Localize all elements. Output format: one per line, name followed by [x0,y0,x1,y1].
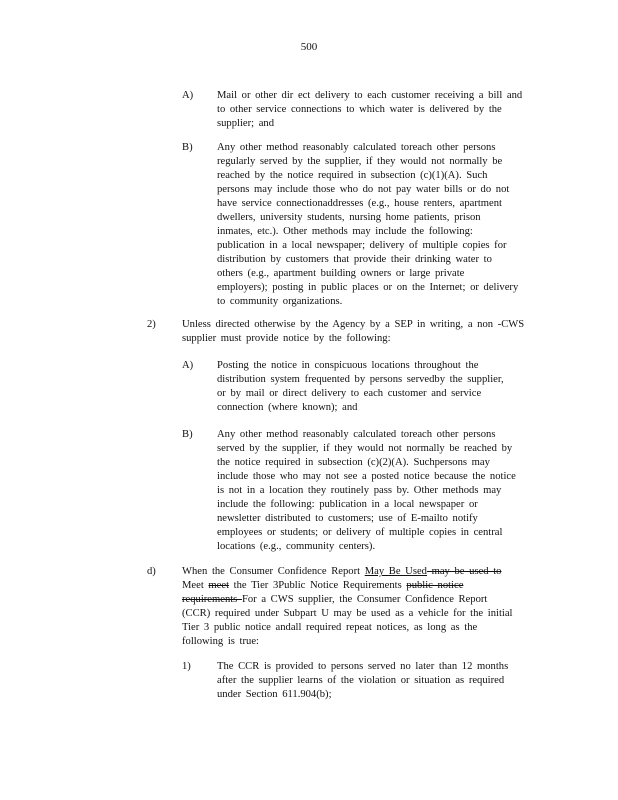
text-run: When the Consumer Confidence Report [182,566,365,577]
item-c1b-text [217,141,518,309]
item-c1a-text [217,89,522,131]
text-line [182,593,512,607]
inserted-text: May Be Used [364,566,427,577]
item-d1-label: 1) [182,661,191,672]
item-c2-text [182,318,524,346]
item-c2a-text [217,359,504,415]
item-d-text [182,565,512,649]
text-line: to other service connections to which water is delivered by the [217,104,502,115]
item-c1a-label: A) [182,90,194,101]
text-line: after the supplier learns of the violation or situation as required [217,675,505,686]
text-line: The CCR is provided to persons served no later than 12 months [217,661,509,672]
text-line [182,579,512,593]
text-line: inmates, etc.). Other methods may include the following: [217,226,473,237]
text-line: reached by the notice required in subsection (c)(1)(A). Such [217,170,488,181]
text-line [182,565,512,579]
text-run: For a CWS supplier, the Consumer Confidence Report [241,594,488,605]
text-line: include the following: publication in a local newspaper or [217,499,478,510]
text-line: others (e.g., apartment building owners or large private [217,268,465,279]
text-line: Any other method reasonably calculated toreach other persons [217,429,496,440]
text-line: supplier; and [217,118,275,129]
text-line: to community organizations. [217,296,343,307]
item-d1-text [217,660,508,702]
text-line: following is true: [182,636,259,647]
text-line: Tier 3 public notice andall required repeat notices, as long as the [182,622,478,633]
text-line: connection (where known); and [217,402,358,413]
text-line: include those who may not see a posted notice because the notice [217,471,516,482]
text-line: employers); posting in public places or on the Internet; or delivery [217,282,519,293]
text-line: Mail or other dir ect delivery to each customer receiving a bill and [217,90,523,101]
text-line: dwellers, university students, nursing home patients, prison [217,212,481,223]
text-line: Posting the notice in conspicuous locations throughout the [217,360,479,371]
text-line: locations (e.g., community centers). [217,541,376,552]
text-line: employees or students; or delivery of multiple copies in central [217,527,503,538]
text-line: Any other method reasonably calculated toreach other persons [217,142,496,153]
text-line: the notice required in subsection (c)(2)(A). Suchpersons may [217,457,490,468]
item-d-label: d) [147,566,156,577]
text-line: regularly served by the supplier, if they would not normally be [217,156,503,167]
text-line: Unless directed otherwise by the Agency by a SEP in writing, a non -CWS [182,319,525,330]
item-c2b-label: B) [182,429,193,440]
text-line: under Section 611.904(b); [217,689,332,700]
text-line: or by mail or direct delivery to each customer and service [217,388,482,399]
text-line: (CCR) required under Subpart U may be used as a vehicle for the initial [182,608,513,619]
page-number: 500 [300,41,318,53]
deleted-text: public notice [406,580,464,591]
text-line: persons may include those who do not pay water bills or do not [217,184,510,195]
text-line: served by the supplier, if they would not normally be reached by [217,443,513,454]
item-c2-label: 2) [147,319,156,330]
item-c1b-label: B) [182,142,193,153]
deleted-text: may be used to [426,566,502,577]
text-line: have service connectionaddresses (e.g., house renters, apartment [217,198,502,209]
text-line: is not in a location they routinely pass by. Other methods may [217,485,502,496]
deleted-text: requirements [182,594,242,605]
deleted-text: meet [208,580,230,591]
text-line: supplier must provide notice by the following: [182,333,391,344]
item-c2a-label: A) [182,360,194,371]
text-line: distribution system frequented by persons servedby the supplier, [217,374,504,385]
text-line: distribution by customers that provide their drinking water to [217,254,492,265]
text-run: the Tier 3Public Notice Requirements [229,580,407,591]
text-line: newsletter distributed to customers; use of E-mailto notify [217,513,478,524]
text-run: Meet [182,580,209,591]
text-line: publication in a local newspaper; delivery of multiple copies for [217,240,507,251]
item-c2b-text [217,428,516,554]
